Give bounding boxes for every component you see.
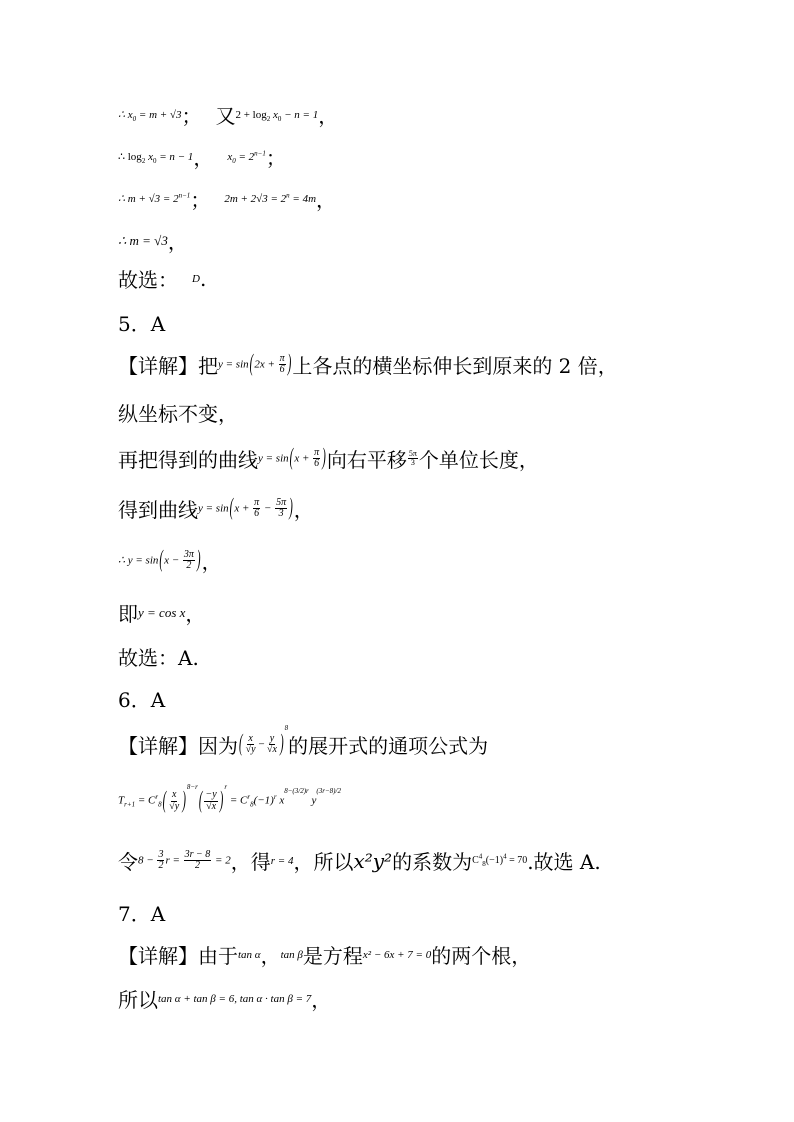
text: 即 (118, 602, 138, 626)
question-number: 7．A (118, 902, 166, 926)
detail-tag: 【详解】 (118, 734, 198, 758)
q6-line-2 (118, 782, 341, 814)
q5-line-2 (118, 398, 238, 427)
q5-line-7 (118, 642, 199, 671)
period: . (199, 266, 207, 291)
math-x0-power: $x_0 = 2^{n-1}$ (227, 148, 266, 165)
text: .故选 A. (527, 850, 601, 874)
math-r-value: r = 4 (270, 854, 294, 867)
answer-letter: D (192, 272, 200, 285)
math-sin-2x: y = sin(2x + $\frac{\pi}{6}$ ) (218, 350, 292, 378)
math-log-eq: $2 + \log_2 x_0 - n = 1$ (235, 108, 319, 123)
math-x0-eq: ∴ $x_0 = m + √3$ (118, 109, 182, 124)
text: 是方程 (302, 944, 363, 968)
math-cos: y = cos x (138, 604, 186, 620)
math-binomial: ( $\frac{x}{√y}$ − $\frac{y}{√x}$ )$^8$ (239, 724, 289, 758)
derivation-line-1 (118, 100, 338, 129)
text: 的系数为 (392, 850, 473, 874)
semicolon: ； (190, 188, 211, 212)
q5-line-3 (118, 444, 539, 473)
math-xy: x²y² (353, 848, 393, 873)
text-you: 又 (215, 104, 236, 128)
text: ，得 (230, 850, 271, 874)
math-solve-r: 8 − $\frac{3}{2}$ r = $\frac{3r - 8}{2}$ = 2 (138, 848, 231, 871)
text: 向右平移 (326, 448, 407, 472)
q5-line-4 (118, 494, 314, 523)
answer-line-d (118, 264, 206, 293)
q5-line-6 (118, 598, 205, 627)
separator: ； (181, 104, 202, 128)
comma: ， (318, 104, 339, 128)
comma: ， (316, 188, 337, 212)
question-number: 5．A (118, 312, 166, 336)
semicolon: ； (265, 146, 286, 170)
text: 故选：A. (118, 646, 199, 670)
math-sin-3pi: ∴ y = sin(x − $\frac{3\pi}{2}$ ) (118, 546, 201, 574)
q5-line-1 (118, 350, 618, 379)
text: 再把得到的曲线 (118, 448, 258, 472)
text: 因为 (198, 734, 238, 758)
math-m-eq: ∴ $m + √3 = 2^{n-1}$ (118, 191, 191, 205)
text-choose: 故选： (118, 268, 178, 292)
math-2m-eq: $2m + 2√3 = 2^n = 4m$ (224, 190, 317, 205)
q6-line-1 (118, 724, 489, 759)
question-7-header (118, 898, 165, 927)
comma: ， (193, 146, 214, 170)
question-6-header (118, 684, 165, 713)
math-sin-x: y = sin(x + $\frac{\pi}{6}$ ) (258, 444, 326, 472)
text: 的展开式的通项公式为 (288, 734, 489, 758)
math-log-x0: ∴ $\log_2 x_0 = n - 1$ (118, 151, 194, 166)
text: 由于 (198, 944, 238, 968)
text: ， (311, 988, 332, 1012)
text: 所以 (118, 988, 158, 1012)
q5-line-5 (118, 546, 222, 575)
math-vieta: tan α + tan β = 6, tan α · tan β = 7 (158, 992, 312, 1005)
math-coefficient: $C^4_8(-1)^4 = 70$ (472, 852, 528, 868)
derivation-line-2 (118, 142, 286, 171)
text: ， (185, 602, 206, 626)
text: 纵坐标不变， (118, 402, 238, 426)
comma: ， (260, 944, 281, 968)
text: 得到曲线 (118, 498, 198, 522)
q7-line-1 (118, 940, 531, 969)
text: 的两个根， (431, 944, 532, 968)
math-shift: $\frac{5\pi}{3}$ (408, 448, 417, 467)
text: ， (201, 550, 222, 574)
math-m-result: ∴ m = √3 (118, 232, 168, 248)
question-5-header (118, 308, 165, 337)
q6-line-3 (118, 846, 601, 875)
derivation-line-4 (118, 226, 188, 255)
text: 上各点的横坐标伸长到原来的 2 倍， (292, 354, 618, 378)
question-number: 6．A (118, 688, 166, 712)
text: ， (293, 498, 314, 522)
q7-line-2 (118, 984, 331, 1013)
text: 个单位长度， (418, 448, 539, 472)
math-general-term: $T_{r+1} = C^r_8$( $\frac{x}{√y}$ )$^{8-r}$( $\frac{-y}{√x}$ )$^r = C^r_8(-1)^r$ $x^{8-(3/2)r}$ $y^{(3r-8)/2}$ (118, 782, 341, 814)
derivation-line-3 (118, 184, 336, 213)
math-sin-shifted: y = sin(x + $\frac{\pi}{6}$ − $\frac{5\pi}{3}$ ) (198, 494, 293, 522)
math-tan-alpha: tan α (238, 948, 261, 961)
math-tan-beta: tan β (280, 948, 303, 961)
text: ，所以 (293, 850, 354, 874)
text: 把 (198, 354, 218, 378)
detail-tag: 【详解】 (118, 354, 198, 378)
detail-tag: 【详解】 (118, 944, 198, 968)
comma: ， (167, 230, 188, 254)
math-quadratic: x² − 6x + 7 = 0 (362, 948, 432, 961)
text: 令 (118, 850, 138, 874)
